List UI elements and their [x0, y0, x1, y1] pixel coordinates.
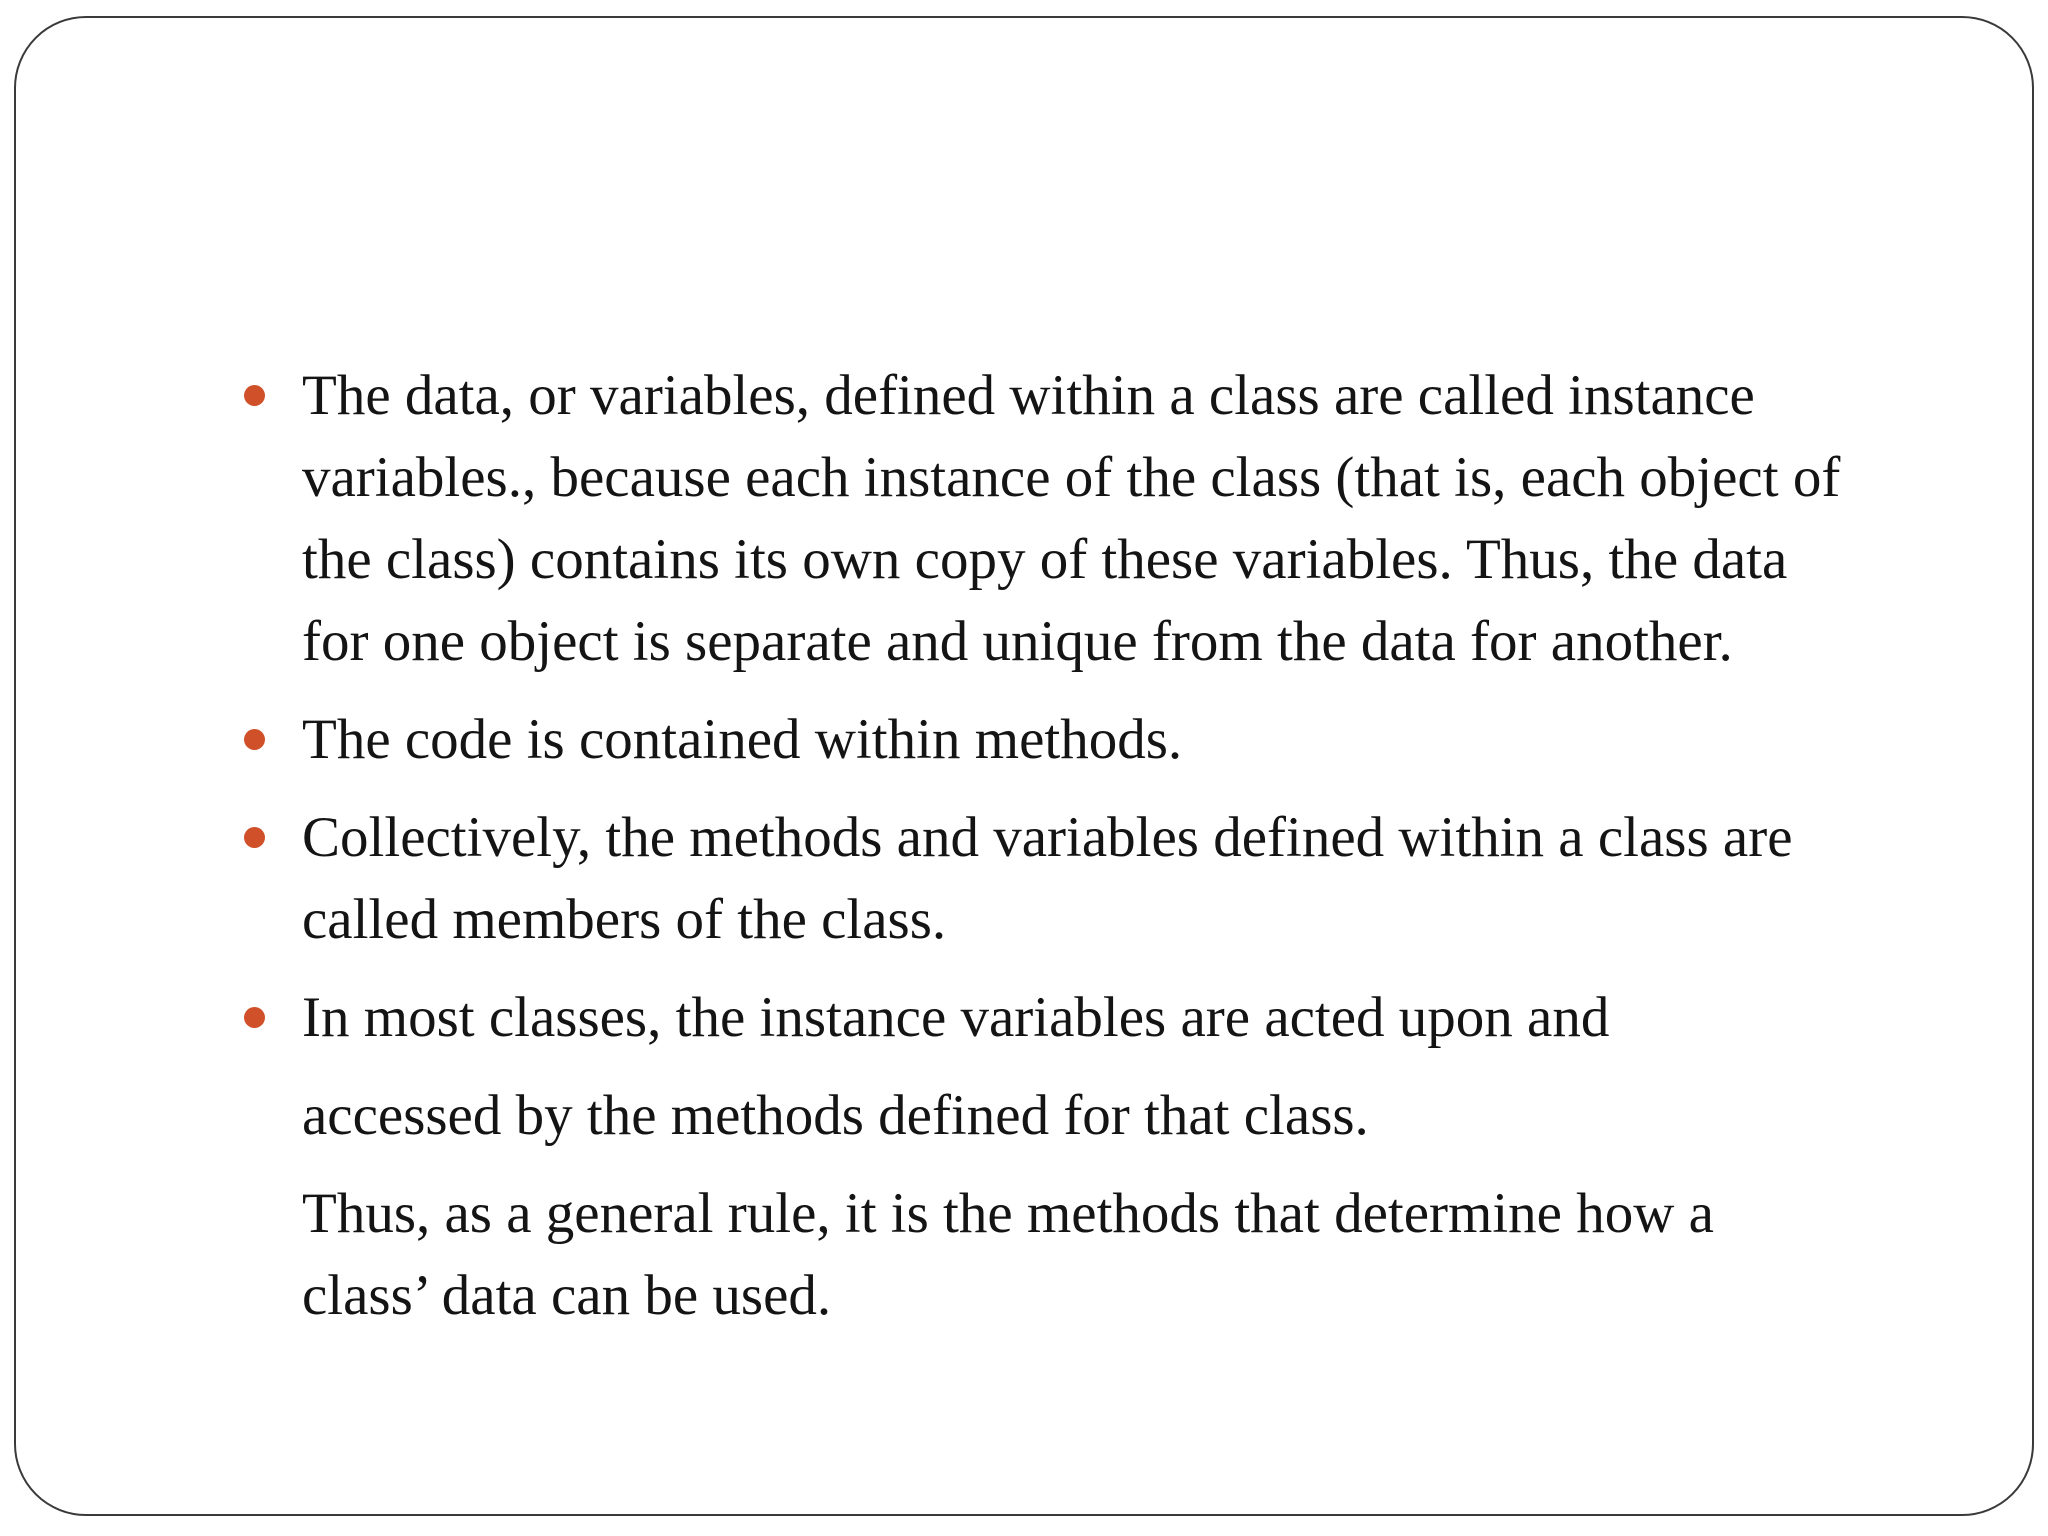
bullet-text-line: accessed by the methods defined for that class. — [302, 1084, 1369, 1147]
bullet-item-instance-variables — [302, 355, 1992, 683]
bullet-text-line: Thus, as a general rule, it is the methods that determine how a — [302, 1182, 1714, 1245]
bullet-text-line: for one object is separate and unique from the data for another. — [302, 610, 1733, 673]
bullet-text-line: The data, or variables, defined within a class are called instance — [302, 364, 1755, 427]
bullet-dot-icon — [244, 827, 265, 848]
slide-frame — [14, 16, 2034, 1516]
bullet-item-methods — [302, 699, 1992, 781]
bullet-dot-icon — [244, 729, 265, 750]
bullet-text-line: the class) contains its own copy of these variables. Thus, the data — [302, 528, 1788, 591]
slide-content — [302, 355, 1992, 1337]
bullet-text-line: The code is contained within methods. — [302, 708, 1183, 771]
bullet-text-line: variables., because each instance of the class (that is, each object of — [302, 446, 1841, 509]
bullet-dot-icon — [244, 385, 265, 406]
bullet-text-line: class’ data can be used. — [302, 1264, 832, 1327]
bullet-item-access — [302, 977, 1992, 1337]
bullet-text-line: In most classes, the instance variables are acted upon and — [302, 986, 1610, 1049]
bullet-dot-icon — [244, 1007, 265, 1028]
bullet-text-line: Collectively, the methods and variables defined within a class are — [302, 806, 1793, 869]
bullet-item-members — [302, 797, 1992, 961]
bullet-text-line: called members of the class. — [302, 888, 947, 951]
